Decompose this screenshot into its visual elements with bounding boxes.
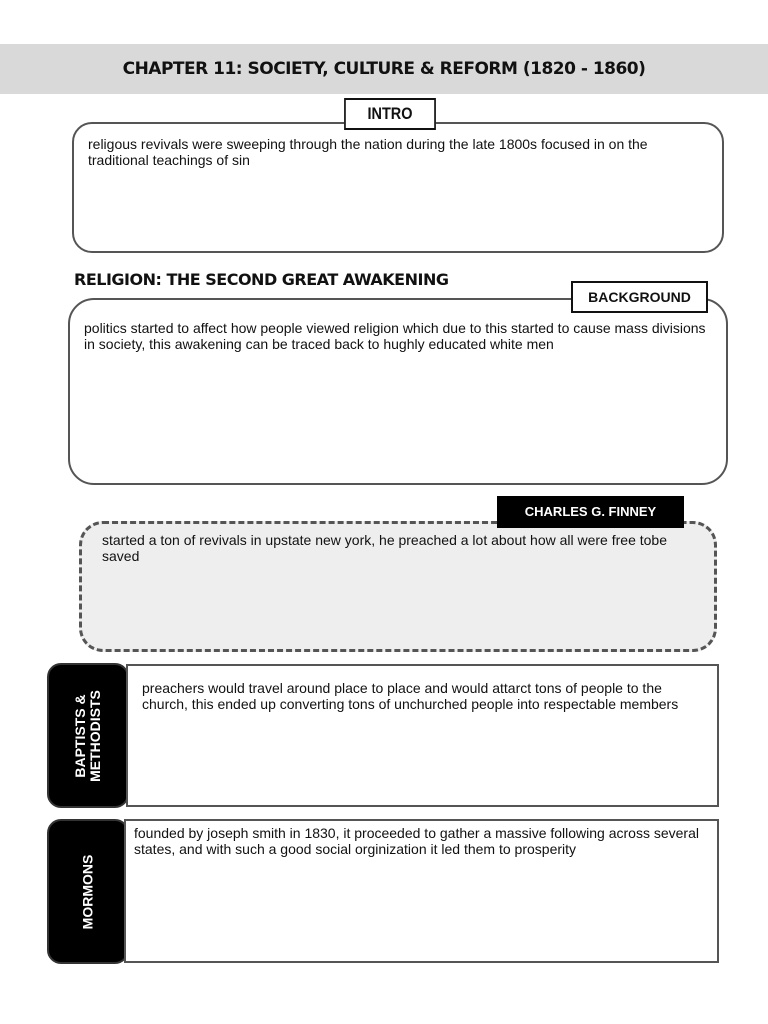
baptists-methodists-text-box[interactable]	[126, 664, 719, 807]
background-tag: BACKGROUND	[571, 281, 708, 313]
mormons-label-text: MORMONS	[79, 854, 96, 929]
finney-text: started a ton of revivals in upstate new york, he preached a lot about how all were free tobe saved	[102, 532, 667, 564]
mormons-text: founded by joseph smith in 1830, it proceeded to gather a massive following across several states, and with such a good social orginization it led them to prosperity	[134, 825, 699, 857]
baptists-methodists-label	[47, 663, 129, 808]
finney-tag: CHARLES G. FINNEY	[497, 496, 684, 528]
intro-tag: INTRO	[344, 98, 436, 130]
header-banner	[0, 44, 768, 94]
finney-text-box[interactable]	[79, 521, 717, 652]
background-text-box[interactable]	[68, 298, 728, 485]
mormons-text-box[interactable]	[124, 819, 719, 963]
baptists-methodists-text: preachers would travel around place to place and would attarct tons of people to the church, this ended up converting tons of unchurched people into respectable members	[142, 680, 679, 712]
intro-text: religous revivals were sweeping through the nation during the late 1800s focused in on the traditional teachings of sin	[88, 136, 648, 168]
mormons-label	[47, 819, 129, 964]
section-heading: RELIGION: THE SECOND GREAT AWAKENING	[74, 270, 449, 289]
background-text: politics started to affect how people viewed religion which due to this started to cause mass divisions in society, this awakening can be traced back to hughly educated white men	[84, 320, 706, 352]
baptists-methodists-label-text: BAPTISTS & METHODISTS	[72, 689, 103, 782]
intro-text-box[interactable]	[72, 122, 724, 253]
page-title: CHAPTER 11: SOCIETY, CULTURE & REFORM (1820 - 1860)	[122, 59, 646, 79]
